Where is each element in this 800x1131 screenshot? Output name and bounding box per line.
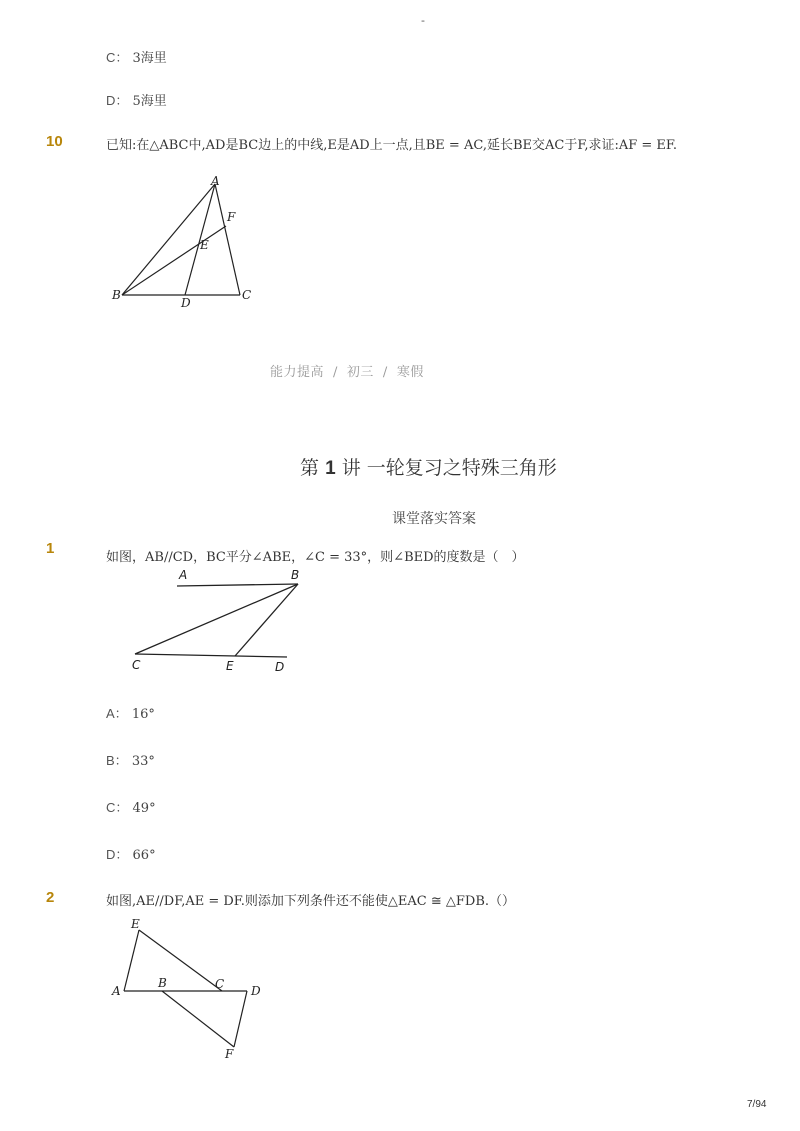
breadcrumb-item[interactable]: 寒假 (396, 365, 424, 380)
label-e: E (226, 659, 234, 673)
label-c: C (132, 658, 141, 672)
breadcrumb-item[interactable]: 初三 (346, 365, 374, 380)
question-number: 10 (46, 133, 63, 150)
question-text: 已知:在△ABC中,AD是BC边上的中线,E是AD上一点,且BE = AC,延长BE交AC于F,求证:AF = EF. (106, 138, 678, 153)
label-a: A (211, 174, 220, 188)
section-title: 课堂落实答案 (392, 511, 476, 527)
segment-ae (124, 930, 139, 991)
segment-bf (122, 226, 226, 295)
line-cd (135, 654, 287, 657)
breadcrumb-separator: / (333, 365, 338, 380)
question-number: 1 (46, 540, 55, 557)
option-a[interactable] (106, 703, 155, 722)
figure-parallel-lines (125, 566, 305, 678)
figure-triangle-abc (100, 168, 280, 318)
option-label: D： (106, 847, 129, 862)
label-b: B (112, 288, 121, 302)
label-e: E (200, 238, 209, 252)
label-e: E (131, 917, 140, 931)
option-b[interactable] (106, 750, 155, 769)
question-number: 2 (46, 889, 55, 906)
label-d: D (275, 660, 285, 674)
lesson-suffix: 讲 一轮复习之特殊三角形 (341, 457, 557, 479)
label-d: D (181, 296, 191, 310)
option-value: 33° (131, 754, 155, 769)
option-value: 3海里 (132, 51, 167, 66)
option-value: 49° (132, 801, 156, 816)
segment-ac (215, 184, 240, 295)
segment-df (234, 991, 247, 1047)
figure-congruent-triangles (105, 912, 280, 1062)
segment-ec (139, 930, 225, 991)
breadcrumb-item[interactable]: 能力提高 (270, 365, 325, 380)
option-label: D： (106, 93, 129, 108)
label-f: F (225, 1047, 234, 1061)
option-value: 16° (131, 707, 155, 722)
question-text: 如图，AB//CD，BC平分∠ABE，∠C = 33°，则∠BED的度数是（ ） (106, 550, 525, 565)
option-value: 5海里 (132, 94, 167, 109)
label-f: F (227, 210, 236, 224)
segment-bc (135, 584, 298, 654)
option-label: A： (106, 706, 128, 721)
header-mark: - (421, 14, 425, 27)
option-value: 66° (132, 848, 156, 863)
option-label: C： (106, 800, 129, 815)
question-text: 如图,AE//DF,AE = DF.则添加下列条件还不能使△EAC ≅ △FDB.（） (106, 894, 516, 909)
segment-be (235, 584, 298, 656)
label-b: B (291, 568, 300, 582)
label-a: A (112, 984, 121, 998)
label-b: B (158, 976, 167, 990)
line-ab (177, 584, 298, 586)
breadcrumb-separator: / (382, 365, 388, 380)
lesson-number: 1 (325, 458, 336, 479)
option-d[interactable] (106, 90, 167, 109)
label-c: C (215, 977, 225, 991)
segment-bf (162, 991, 234, 1047)
option-label: B： (106, 753, 128, 768)
label-d: D (251, 984, 261, 998)
option-d[interactable] (106, 844, 156, 863)
option-c[interactable] (106, 47, 167, 66)
option-c[interactable] (106, 797, 156, 816)
page-number: 7/94 (747, 1099, 767, 1110)
lesson-title (300, 453, 557, 480)
label-a: A (179, 568, 188, 582)
breadcrumb (270, 361, 424, 380)
option-label: C： (106, 50, 129, 65)
lesson-prefix: 第 (300, 457, 320, 479)
label-c: C (242, 288, 252, 302)
